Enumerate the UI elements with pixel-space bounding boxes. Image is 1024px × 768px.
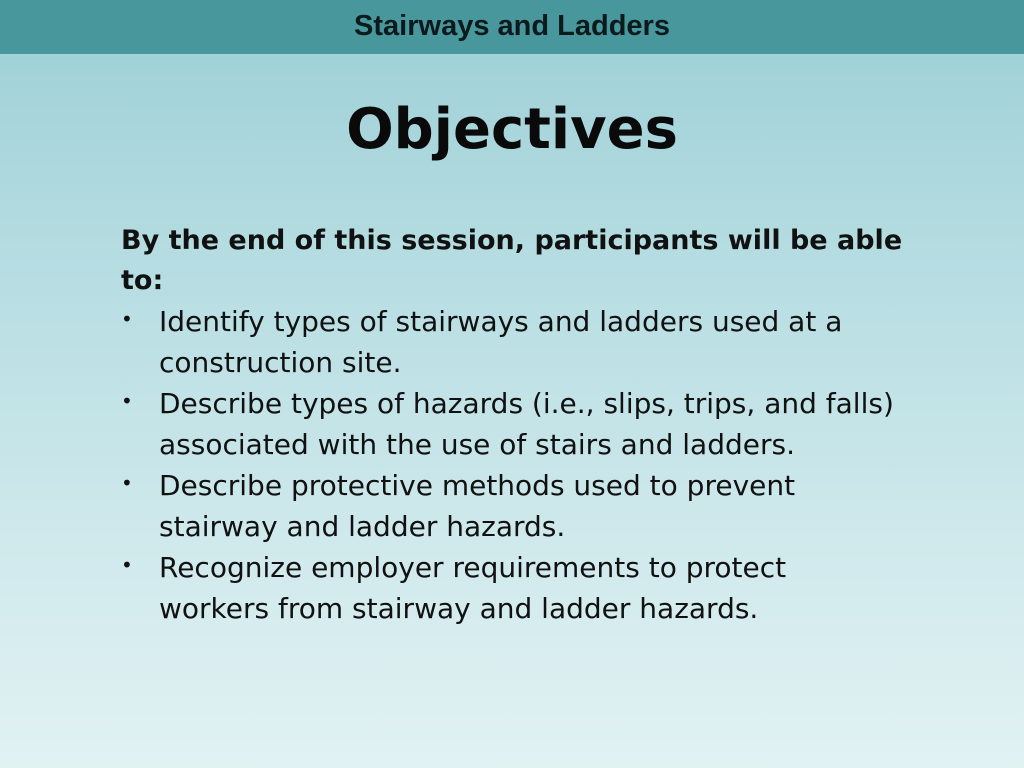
- bullet-icon: •: [121, 553, 133, 577]
- list-item: [121, 301, 899, 383]
- bullet-icon: •: [121, 389, 133, 413]
- slide-title: Objectives: [346, 97, 678, 162]
- bullet-icon: •: [121, 471, 133, 495]
- list-item-text: Recognize employer requirements to protect workers from stairway and ladder hazards.: [159, 551, 787, 625]
- header-title: Stairways and Ladders: [354, 9, 670, 42]
- slide-content: [121, 221, 921, 629]
- list-item: [121, 465, 899, 547]
- list-item: [121, 383, 899, 465]
- list-item-text: Identify types of stairways and ladders used at a construction site.: [159, 305, 843, 379]
- list-item: [121, 547, 899, 629]
- list-item-text: Describe types of hazards (i.e., slips, trips, and falls) associated with the use of stairs and ladders.: [159, 387, 894, 461]
- list-item-text: Describe protective methods used to prevent stairway and ladder hazards.: [159, 469, 796, 543]
- header-bar: [0, 0, 1024, 54]
- objectives-list: [121, 301, 921, 629]
- intro-text: By the end of this session, participants will be able to:: [121, 225, 903, 296]
- bullet-icon: •: [121, 307, 133, 331]
